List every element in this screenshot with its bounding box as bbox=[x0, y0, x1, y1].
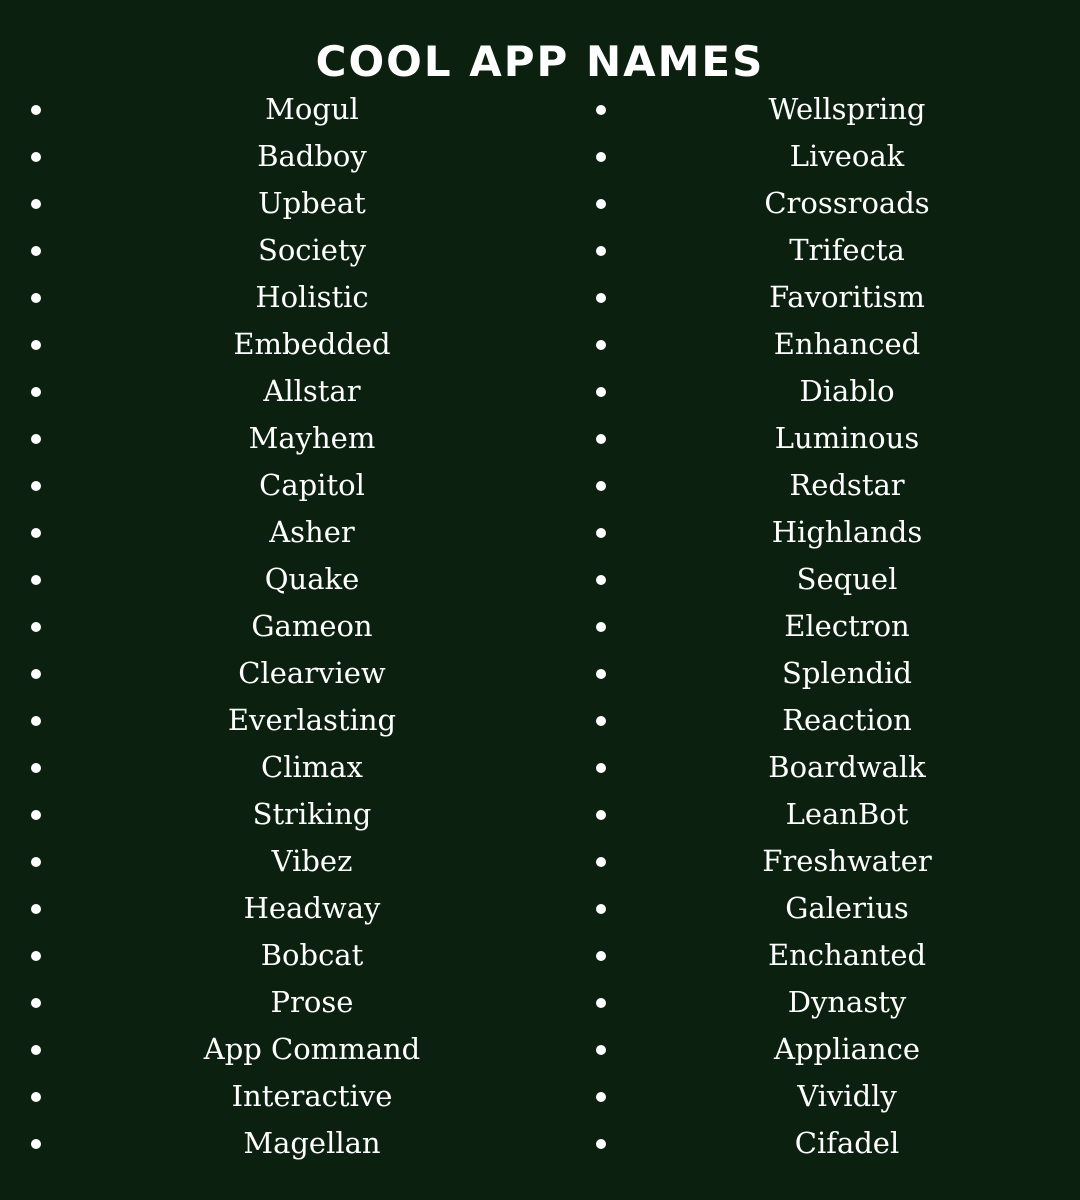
bullet-icon bbox=[596, 1045, 606, 1055]
list-item-label: Freshwater bbox=[762, 844, 932, 878]
list-item-label: Quake bbox=[264, 562, 360, 596]
list-item bbox=[0, 180, 540, 227]
list-item-label: Dynasty bbox=[787, 985, 907, 1019]
bullet-icon bbox=[596, 716, 606, 726]
bullet-icon bbox=[596, 1092, 606, 1102]
bullet-icon bbox=[596, 951, 606, 961]
list-item-label: Asher bbox=[269, 515, 355, 549]
bullet-icon bbox=[31, 1045, 41, 1055]
list-item bbox=[565, 697, 1080, 744]
list-item-label: Reaction bbox=[782, 703, 912, 737]
bullet-icon bbox=[596, 340, 606, 350]
list-item-label: App Command bbox=[203, 1032, 421, 1066]
list-item-label: Highlands bbox=[771, 515, 923, 549]
list-item-label: Trifecta bbox=[789, 233, 905, 267]
list-item bbox=[565, 885, 1080, 932]
list-item bbox=[0, 556, 540, 603]
list-item-label: Badboy bbox=[257, 139, 367, 173]
bullet-icon bbox=[31, 857, 41, 867]
bullet-icon bbox=[31, 951, 41, 961]
list-item-label: Crossroads bbox=[764, 186, 930, 220]
bullet-icon bbox=[596, 575, 606, 585]
list-item bbox=[565, 180, 1080, 227]
bullet-icon bbox=[596, 622, 606, 632]
bullet-icon bbox=[31, 434, 41, 444]
list-item-label: Embedded bbox=[233, 327, 391, 361]
list-item bbox=[565, 650, 1080, 697]
list-item-label: Climax bbox=[261, 750, 363, 784]
bullet-icon bbox=[596, 387, 606, 397]
bullet-icon bbox=[596, 857, 606, 867]
list-item-label: Redstar bbox=[789, 468, 905, 502]
list-item-label: Splendid bbox=[782, 656, 912, 690]
bullet-icon bbox=[31, 575, 41, 585]
list-item bbox=[0, 1026, 540, 1073]
bullet-icon bbox=[596, 105, 606, 115]
list-item-label: Society bbox=[257, 233, 367, 267]
list-item-label: Favoritism bbox=[769, 280, 925, 314]
list-item bbox=[0, 86, 540, 133]
list-item bbox=[0, 932, 540, 979]
list-item-label: Mayhem bbox=[248, 421, 376, 455]
list-item-label: Luminous bbox=[774, 421, 920, 455]
list-item bbox=[0, 603, 540, 650]
bullet-icon bbox=[596, 246, 606, 256]
bullet-icon bbox=[31, 998, 41, 1008]
bullet-icon bbox=[31, 528, 41, 538]
list-item-label: Wellspring bbox=[768, 92, 926, 126]
bullet-icon bbox=[31, 622, 41, 632]
list-item-label: Allstar bbox=[263, 374, 361, 408]
bullet-icon bbox=[596, 669, 606, 679]
list-item bbox=[565, 227, 1080, 274]
bullet-icon bbox=[31, 763, 41, 773]
list-item bbox=[0, 133, 540, 180]
bullet-icon bbox=[31, 716, 41, 726]
list-item bbox=[565, 415, 1080, 462]
list-item bbox=[0, 979, 540, 1026]
list-item bbox=[565, 932, 1080, 979]
bullet-icon bbox=[596, 293, 606, 303]
list-item-label: Boardwalk bbox=[768, 750, 926, 784]
list-item bbox=[0, 744, 540, 791]
bullet-icon bbox=[31, 152, 41, 162]
list-item bbox=[0, 1073, 540, 1120]
list-item-label: Prose bbox=[270, 985, 354, 1019]
list-item bbox=[0, 838, 540, 885]
bullet-icon bbox=[596, 528, 606, 538]
list-item bbox=[0, 227, 540, 274]
list-item bbox=[565, 979, 1080, 1026]
bullet-icon bbox=[31, 105, 41, 115]
list-item bbox=[0, 650, 540, 697]
list-item-label: Striking bbox=[252, 797, 372, 831]
list-item bbox=[565, 321, 1080, 368]
list-item-label: Mogul bbox=[265, 92, 359, 126]
list-item bbox=[565, 838, 1080, 885]
list-item bbox=[565, 462, 1080, 509]
list-item bbox=[565, 274, 1080, 321]
list-item-label: Electron bbox=[784, 609, 910, 643]
bullet-icon bbox=[596, 481, 606, 491]
names-list-right bbox=[565, 86, 1080, 1167]
list-item bbox=[565, 1120, 1080, 1167]
bullet-icon bbox=[31, 199, 41, 209]
list-item-label: Galerius bbox=[785, 891, 909, 925]
bullet-icon bbox=[31, 1139, 41, 1149]
list-item bbox=[0, 509, 540, 556]
bullet-icon bbox=[31, 1092, 41, 1102]
list-item-label: Everlasting bbox=[227, 703, 397, 737]
list-item-label: LeanBot bbox=[785, 797, 909, 831]
list-item bbox=[0, 321, 540, 368]
bullet-icon bbox=[596, 434, 606, 444]
bullet-icon bbox=[31, 481, 41, 491]
list-item bbox=[0, 791, 540, 838]
bullet-icon bbox=[596, 810, 606, 820]
list-item-label: Interactive bbox=[231, 1079, 393, 1113]
bullet-icon bbox=[31, 246, 41, 256]
list-item-label: Holistic bbox=[255, 280, 369, 314]
list-item-label: Enhanced bbox=[773, 327, 921, 361]
bullet-icon bbox=[31, 387, 41, 397]
list-item-label: Enchanted bbox=[767, 938, 927, 972]
list-item bbox=[565, 556, 1080, 603]
list-item bbox=[0, 462, 540, 509]
list-item bbox=[0, 274, 540, 321]
bullet-icon bbox=[31, 904, 41, 914]
list-item bbox=[565, 744, 1080, 791]
names-list-left bbox=[0, 86, 540, 1167]
list-item bbox=[565, 509, 1080, 556]
list-item bbox=[565, 1073, 1080, 1120]
list-item-label: Capitol bbox=[259, 468, 365, 502]
list-item bbox=[0, 415, 540, 462]
bullet-icon bbox=[31, 293, 41, 303]
bullet-icon bbox=[31, 340, 41, 350]
list-item-label: Appliance bbox=[774, 1032, 920, 1066]
list-item-label: Bobcat bbox=[260, 938, 364, 972]
list-item bbox=[565, 368, 1080, 415]
bullet-icon bbox=[596, 1139, 606, 1149]
list-item bbox=[565, 1026, 1080, 1073]
list-item bbox=[0, 697, 540, 744]
list-item-label: Sequel bbox=[796, 562, 898, 596]
bullet-icon bbox=[596, 998, 606, 1008]
list-item-label: Magellan bbox=[243, 1126, 381, 1160]
list-item bbox=[565, 791, 1080, 838]
list-item bbox=[565, 86, 1080, 133]
list-item-label: Vibez bbox=[271, 844, 353, 878]
page-title: COOL APP NAMES bbox=[315, 37, 765, 87]
list-item bbox=[0, 368, 540, 415]
bullet-icon bbox=[31, 669, 41, 679]
list-item bbox=[0, 1120, 540, 1167]
list-item-label: Gameon bbox=[251, 609, 373, 643]
bullet-icon bbox=[596, 763, 606, 773]
list-item bbox=[565, 603, 1080, 650]
list-item-label: Liveoak bbox=[789, 139, 905, 173]
bullet-icon bbox=[596, 904, 606, 914]
list-item-label: Headway bbox=[243, 891, 381, 925]
list-item bbox=[565, 133, 1080, 180]
bullet-icon bbox=[596, 199, 606, 209]
list-item-label: Clearview bbox=[238, 656, 386, 690]
list-item-label: Diablo bbox=[799, 374, 895, 408]
bullet-icon bbox=[596, 152, 606, 162]
list-item-label: Upbeat bbox=[258, 186, 366, 220]
list-item-label: Cifadel bbox=[794, 1126, 900, 1160]
list-item-label: Vividly bbox=[797, 1079, 897, 1113]
bullet-icon bbox=[31, 810, 41, 820]
list-item bbox=[0, 885, 540, 932]
